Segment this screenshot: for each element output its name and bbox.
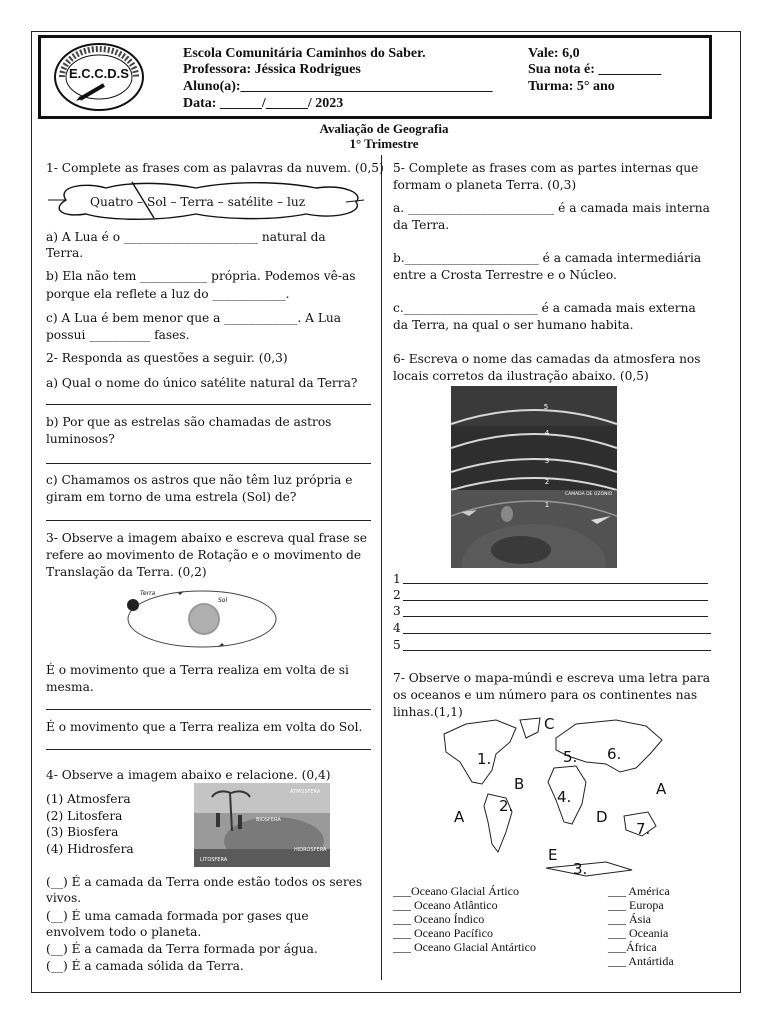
map-letter-b: B bbox=[514, 775, 525, 793]
q5-item-a-line1[interactable]: a. ________________________ é a camada mais interna bbox=[393, 201, 710, 215]
q2-prompt: 2- Responda as questões a seguir. (0,3) bbox=[46, 351, 288, 365]
q3-prompt-line2: refere ao movimento de Rotação e o movimento de bbox=[46, 548, 362, 562]
map-number-1: 1. bbox=[477, 750, 492, 768]
continent-asia[interactable]: ___ Ásia bbox=[608, 912, 651, 926]
ocean-indico[interactable]: ___ Oceano Índico bbox=[393, 912, 485, 926]
img-label-litosfera: LITOSFERA bbox=[200, 857, 228, 863]
exam-subtitle: 1° Trimestre bbox=[349, 136, 419, 151]
map-number-5: 5. bbox=[563, 748, 578, 766]
q2-answer-line-a[interactable] bbox=[46, 404, 371, 405]
q6-answer-line-5[interactable] bbox=[403, 650, 711, 651]
word-cloud-words: Quatro – Sol – Terra – satélite – luz bbox=[90, 195, 306, 209]
school-name: Escola Comunitária Caminhos do Saber. bbox=[183, 46, 426, 61]
atmo-num-5: 5 bbox=[543, 403, 549, 411]
q4-prompt: 4- Observe a imagem abaixo e relacione. (0,4) bbox=[46, 768, 331, 782]
q2-item-b-line2: luminosos? bbox=[46, 432, 115, 446]
q7-prompt-line1: 7- Observe o mapa-múndi e escreva uma letra para bbox=[393, 671, 710, 685]
continent-america[interactable]: ___ América bbox=[608, 884, 670, 898]
q6-answer-4[interactable]: 4 bbox=[393, 621, 401, 635]
map-number-7: 7. bbox=[636, 820, 651, 838]
q4-item1-line2: vivos. bbox=[46, 891, 82, 905]
column-divider bbox=[381, 155, 382, 980]
q6-prompt-line2: locais corretos da ilustração abaixo. (0,5) bbox=[393, 369, 649, 383]
img-label-hidrosfera: HIDROSFERA bbox=[294, 847, 327, 853]
q4-option-3: (3) Biosfera bbox=[46, 825, 119, 839]
q4-item4[interactable]: (__) É a camada sólida da Terra. bbox=[46, 959, 244, 973]
q6-answer-line-3[interactable] bbox=[403, 616, 708, 617]
atmosphere-layers-image bbox=[451, 386, 617, 568]
ocean-artico[interactable]: ___Oceano Glacial Ártico bbox=[393, 884, 519, 898]
q3-answer-line2[interactable] bbox=[46, 749, 371, 750]
map-number-4: 4. bbox=[557, 788, 572, 806]
img-label-biosfera: BIOSFERA bbox=[256, 817, 281, 823]
q6-answer-line-1[interactable] bbox=[403, 583, 708, 584]
q1-prompt: 1- Complete as frases com as palavras da nuvem. (0,5) bbox=[46, 161, 384, 175]
map-letter-c: C bbox=[544, 715, 555, 733]
map-letter-d: D bbox=[596, 808, 608, 826]
teacher-name: Professora: Jéssica Rodrigues bbox=[183, 62, 361, 77]
q2-answer-line-b[interactable] bbox=[46, 463, 371, 464]
orbit-label-terra: Terra bbox=[140, 590, 156, 597]
atmo-num-2: 2 bbox=[544, 478, 550, 486]
map-number-3: 3. bbox=[573, 860, 588, 878]
q5-prompt-line1: 5- Complete as frases com as partes internas que bbox=[393, 161, 699, 175]
q7-prompt-line3: linhas.(1,1) bbox=[393, 705, 463, 719]
q6-prompt-line1: 6- Escreva o nome das camadas da atmosfera nos bbox=[393, 352, 701, 366]
q1-item-b-line2[interactable]: porque ela reflete a luz do ____________. bbox=[46, 287, 290, 301]
atmo-num-1: 1 bbox=[544, 501, 550, 509]
atmo-num-4: 4 bbox=[544, 429, 550, 437]
q2-item-c-line2: giram em torno de uma estrela (Sol) de? bbox=[46, 490, 297, 504]
q3-sentence1-line2: mesma. bbox=[46, 680, 94, 694]
q1-item-c-line1[interactable]: c) A Lua é bem menor que a ____________. A Lua bbox=[46, 311, 342, 325]
ozone-layer-label: CAMADA DE OZÔNIO bbox=[565, 492, 613, 497]
logo-text: E.C.C.D.S bbox=[69, 66, 129, 81]
q6-answer-5[interactable]: 5 bbox=[393, 638, 401, 652]
q2-item-a: a) Qual o nome do único satélite natural da Terra? bbox=[46, 376, 358, 390]
earth-spheres-image bbox=[194, 783, 330, 867]
map-number-2: 2. bbox=[499, 797, 514, 815]
q6-answer-2[interactable]: 2 bbox=[393, 588, 401, 602]
ocean-atlantico[interactable]: ___ Oceano Atlântico bbox=[393, 898, 498, 912]
q6-answer-3[interactable]: 3 bbox=[393, 604, 401, 618]
q3-sentence1-line1: É o movimento que a Terra realiza em volta de si bbox=[46, 663, 349, 677]
q5-prompt-line2: formam o planeta Terra. (0,3) bbox=[393, 178, 577, 192]
ocean-antartico[interactable]: ___ Oceano Glacial Antártico bbox=[393, 940, 536, 954]
atmo-num-3: 3 bbox=[544, 457, 550, 465]
orbit-illustration bbox=[120, 585, 280, 651]
q2-item-b-line1: b) Por que as estrelas são chamadas de astros bbox=[46, 415, 332, 429]
continent-oceania[interactable]: ___ Oceania bbox=[608, 926, 669, 940]
q7-prompt-line2: os oceanos e um número para os continentes nas bbox=[393, 688, 698, 702]
school-logo bbox=[52, 41, 146, 113]
grade-field[interactable]: Sua nota é: _________ bbox=[528, 62, 662, 77]
q3-prompt-line1: 3- Observe a imagem abaixo e escreva qual frase se bbox=[46, 531, 367, 545]
q1-item-b-line1[interactable]: b) Ela não tem ___________ própria. Podemos vê-as bbox=[46, 269, 356, 283]
map-letter-a-right: A bbox=[656, 780, 667, 798]
q5-item-a-line2: da Terra. bbox=[393, 218, 450, 232]
q5-item-c-line1[interactable]: c.______________________ é a camada mais externa bbox=[393, 301, 696, 315]
q5-item-b-line1[interactable]: b.______________________ é a camada intermediária bbox=[393, 251, 702, 265]
q4-option-2: (2) Litosfera bbox=[46, 809, 123, 823]
q4-item2-line2: envolvem todo o planeta. bbox=[46, 925, 202, 939]
q6-answer-1[interactable]: 1 bbox=[393, 572, 401, 586]
map-letter-a-left: A bbox=[454, 808, 465, 826]
student-field[interactable]: Aluno(a):____________________________________ bbox=[183, 79, 493, 94]
class-label: Turma: 5° ano bbox=[528, 79, 615, 94]
exam-title: Avaliação de Geografia bbox=[319, 121, 449, 136]
q4-item3[interactable]: (__) É a camada da Terra formada por água. bbox=[46, 942, 318, 956]
q4-option-4: (4) Hidrosfera bbox=[46, 842, 134, 856]
q3-prompt-line3: Translação da Terra. (0,2) bbox=[46, 565, 207, 579]
q2-item-c-line1: c) Chamamos os astros que não têm luz própria e bbox=[46, 473, 353, 487]
img-label-atmosfera: ATMOSFERA bbox=[290, 789, 321, 795]
q1-item-c-line2[interactable]: possui __________ fases. bbox=[46, 328, 190, 342]
q3-answer-line1[interactable] bbox=[46, 709, 371, 710]
q1-item-a-line2: Terra. bbox=[46, 246, 84, 260]
continent-antartida[interactable]: ___ Antártida bbox=[608, 954, 674, 968]
q2-answer-line-c[interactable] bbox=[46, 520, 371, 521]
q4-item1-line1[interactable]: (__) É a camada da Terra onde estão todos os seres bbox=[46, 875, 363, 889]
map-letter-e: E bbox=[548, 846, 558, 864]
continent-africa[interactable]: ___África bbox=[608, 940, 657, 954]
q5-item-c-line2: da Terra, na qual o ser humano habita. bbox=[393, 318, 634, 332]
ocean-pacifico[interactable]: ___ Oceano Pacífico bbox=[393, 926, 493, 940]
q1-item-a-line1[interactable]: a) A Lua é o ______________________ natural da bbox=[46, 230, 326, 244]
q5-item-b-line2: entre a Crosta Terrestre e o Núcleo. bbox=[393, 268, 617, 282]
q4-item2-line1[interactable]: (__) É uma camada formada por gases que bbox=[46, 909, 309, 923]
q3-sentence2: É o movimento que a Terra realiza em volta do Sol. bbox=[46, 720, 363, 734]
q6-answer-line-2[interactable] bbox=[403, 600, 708, 601]
q6-answer-line-4[interactable] bbox=[403, 633, 711, 634]
continent-europa[interactable]: ___ Europa bbox=[608, 898, 664, 912]
date-field[interactable]: Data: ______/______/ 2023 bbox=[183, 96, 344, 111]
value-label: Vale: 6,0 bbox=[528, 46, 580, 61]
map-number-6: 6. bbox=[607, 745, 622, 763]
q4-option-1: (1) Atmosfera bbox=[46, 792, 131, 806]
orbit-label-sol: Sol bbox=[218, 597, 228, 604]
